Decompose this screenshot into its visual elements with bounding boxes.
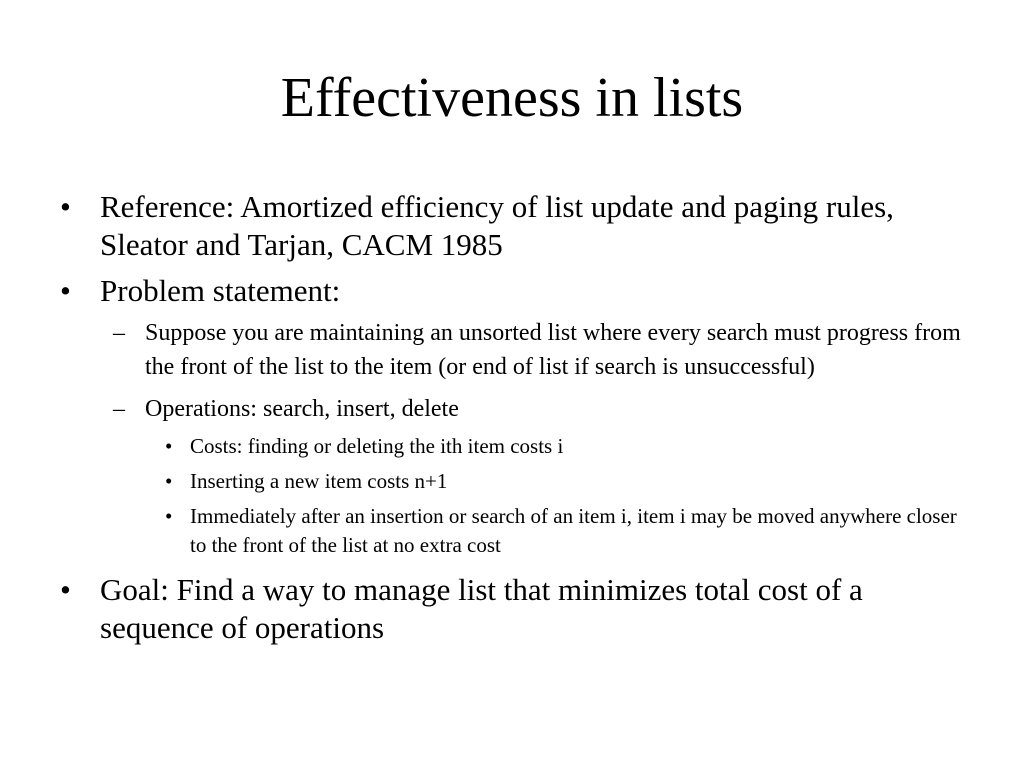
bullet-marker: • <box>60 572 71 607</box>
subbullet-text: Suppose you are maintaining an unsorted list where every search must progress from the front of the list to the item (or end of list if search is unsuccessful) <box>145 320 961 380</box>
bullet-marker: • <box>165 504 173 528</box>
bullet-reference <box>0 188 1024 264</box>
subsubbullet-inserting <box>0 467 1024 496</box>
bullet-marker: • <box>60 273 71 308</box>
bullet-text: Problem statement: <box>100 273 341 308</box>
bullet-text: Goal: Find a way to manage list that minimizes total cost of a sequence of operations <box>100 572 863 645</box>
bullet-goal <box>0 571 1024 647</box>
bullet-marker: • <box>60 189 71 224</box>
slide-content <box>0 188 1024 647</box>
slide-title: Effectiveness in lists <box>280 67 744 129</box>
bullet-problem-statement <box>0 272 1024 310</box>
dash-marker: – <box>113 396 125 422</box>
bullet-text: Reference: Amortized efficiency of list update and paging rules, Sleator and Tarjan, CACM 1985 <box>100 189 894 262</box>
subsubbullet-costs <box>0 432 1024 461</box>
dash-marker: – <box>113 320 125 346</box>
subsubbullet-text: Costs: finding or deleting the ith item costs i <box>190 434 564 458</box>
subsubbullet-text: Inserting a new item costs n+1 <box>190 469 448 493</box>
bullet-marker: • <box>165 469 173 493</box>
subbullet-operations <box>0 392 1024 426</box>
subbullet-suppose <box>0 316 1024 384</box>
subbullet-text: Operations: search, insert, delete <box>145 396 459 422</box>
bullet-marker: • <box>165 434 173 458</box>
subsubbullet-immediately <box>0 502 1024 560</box>
subsubbullet-text: Immediately after an insertion or search of an item i, item i may be moved anywhere closer to the front of the list at no extra cost <box>190 504 957 557</box>
